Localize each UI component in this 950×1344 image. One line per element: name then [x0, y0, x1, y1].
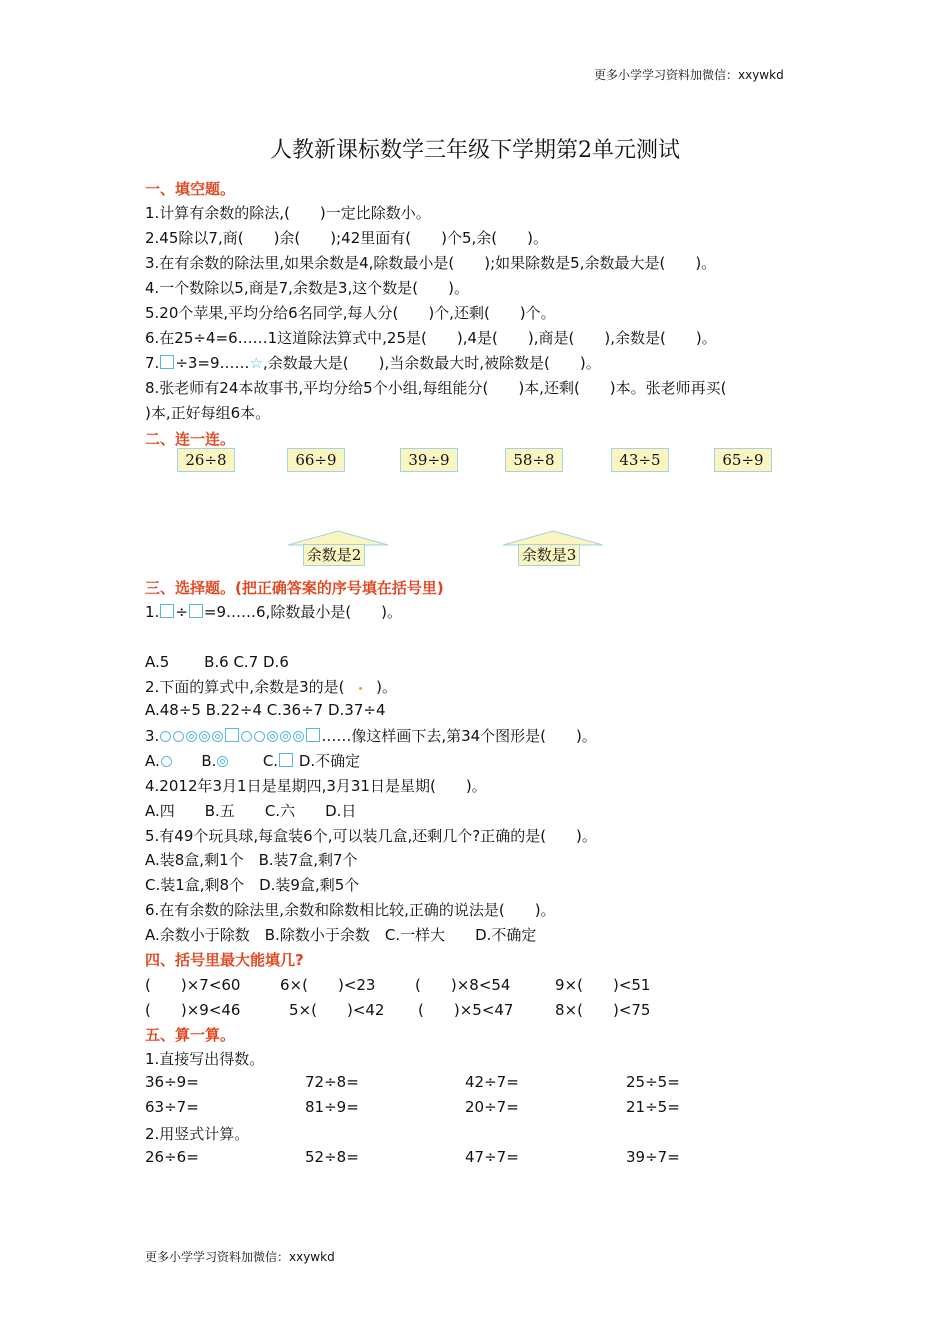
square-icon — [160, 604, 174, 618]
option-a: A. — [145, 752, 160, 770]
s1-question-1: 1.计算有余数的除法,( )一定比除数小。 — [145, 204, 431, 222]
s5-item: 21÷5= — [626, 1098, 680, 1116]
s3-q1-options: A.5 B.6 C.7 D.6 — [145, 653, 289, 671]
s3-q2-options: A.48÷5 B.22÷4 C.36÷7 D.37÷4 — [145, 701, 386, 719]
option-c: C. — [262, 752, 279, 770]
double-circle-icon — [186, 731, 197, 742]
s4-item: ( )×5<47 — [418, 1001, 514, 1019]
s3-question-6: 6.在有余数的除法里,余数和除数相比较,正确的说法是( )。 — [145, 901, 556, 919]
expr-box-5[interactable]: 43÷5 — [611, 448, 669, 472]
square-icon — [279, 753, 293, 767]
s1-question-6: 6.在25÷4=6……1这道除法算式中,25是( ),4是( ),商是( ),余数是( )。 — [145, 329, 717, 347]
q1-divide: ÷ — [175, 603, 188, 621]
q7-middle: ÷3=9…… — [175, 354, 250, 372]
q3-suffix: ……像这样画下去,第34个图形是( )。 — [321, 727, 597, 745]
q1-prefix: 1. — [145, 603, 160, 621]
s4-item: ( )×8<54 — [415, 976, 511, 994]
s4-item: 8×( )<75 — [555, 1001, 651, 1019]
s1-question-4: 4.一个数除以5,商是7,余数是3,这个数是( )。 — [145, 279, 469, 297]
option-d: D.不确定 — [298, 752, 361, 770]
s5-item: 72÷8= — [305, 1073, 359, 1091]
double-circle-icon — [212, 731, 223, 742]
s3-question-4: 4.2012年3月1日是星期四,3月31日是星期( )。 — [145, 777, 487, 795]
s5-subheading-1: 1.直接写出得数。 — [145, 1050, 265, 1068]
expr-box-1[interactable]: 26÷8 — [177, 448, 235, 472]
double-circle-icon — [293, 731, 304, 742]
s4-item: ( )×9<46 — [145, 1001, 241, 1019]
s1-question-3: 3.在有余数的除法里,如果余数是4,除数最小是( );如果除数是5,余数最大是( )。 — [145, 254, 717, 272]
double-circle-icon — [199, 731, 210, 742]
s4-item: 6×( )<23 — [280, 976, 376, 994]
s4-item: 5×( )<42 — [289, 1001, 385, 1019]
s3-question-1 — [145, 601, 402, 622]
expr-box-6[interactable]: 65÷9 — [714, 448, 772, 472]
s3-q6-options: A.余数小于除数 B.除数小于余数 C.一样大 D.不确定 — [145, 926, 537, 944]
s1-question-8b: )本,正好每组6本。 — [145, 404, 271, 422]
s5-item: 63÷7= — [145, 1098, 199, 1116]
header-note: 更多小学学习资料加微信：xxywkd — [594, 68, 784, 82]
s3-q5-options-2: C.装1盒,剩8个 D.装9盒,剩5个 — [145, 876, 360, 894]
s1-question-5: 5.20个苹果,平均分给6名同学,每人分( )个,还剩( )个。 — [145, 304, 556, 322]
s3-q5-options-1: A.装8盒,剩1个 B.装7盒,剩7个 — [145, 851, 358, 869]
double-circle-icon — [217, 756, 228, 767]
s5-item: 52÷8= — [305, 1148, 359, 1166]
s5-item: 25÷5= — [626, 1073, 680, 1091]
option-b: B. — [201, 752, 217, 770]
footer-note: 更多小学学习资料加微信：xxywkd — [145, 1250, 335, 1264]
square-icon — [189, 604, 203, 618]
target-box-2[interactable]: 余数是3 — [518, 544, 580, 566]
section-3-heading: 三、选择题。(把正确答案的序号填在括号里) — [145, 579, 444, 597]
q1-suffix: =9……6,除数最小是( )。 — [203, 603, 403, 621]
section-2-heading: 二、连一连。 — [145, 430, 236, 448]
q2-text: 2.下面的算式中,余数是3的是( — [145, 678, 345, 696]
s5-item: 42÷7= — [465, 1073, 519, 1091]
section-1-heading: 一、填空题。 — [145, 180, 236, 198]
double-circle-icon — [280, 731, 291, 742]
section-4-heading: 四、括号里最大能填几? — [145, 951, 304, 969]
s3-q4-options: A.四 B.五 C.六 D.日 — [145, 802, 357, 820]
square-icon — [225, 728, 239, 742]
s5-item: 26÷6= — [145, 1148, 199, 1166]
s1-question-8a: 8.张老师有24本故事书,平均分给5个小组,每组能分( )本,还剩( )本。张老师再买( — [145, 379, 727, 397]
s4-item: 9×( )<51 — [555, 976, 651, 994]
page-title: 人教新课标数学三年级下学期第2单元测试 — [270, 138, 680, 163]
section-5-heading: 五、算一算。 — [145, 1026, 236, 1044]
circle-icon — [173, 731, 184, 742]
q7-prefix: 7. — [145, 354, 160, 372]
expr-box-4[interactable]: 58÷8 — [505, 448, 563, 472]
q3-prefix: 3. — [145, 727, 160, 745]
s1-question-7 — [145, 352, 601, 373]
expr-box-2[interactable]: 66÷9 — [287, 448, 345, 472]
s1-question-2: 2.45除以7,商( )余( );42里面有( )个5,余( )。 — [145, 229, 548, 247]
s5-item: 81÷9= — [305, 1098, 359, 1116]
s3-q3-options — [145, 750, 360, 771]
dot-mark — [359, 687, 362, 690]
expr-box-3[interactable]: 39÷9 — [400, 448, 458, 472]
s5-item: 20÷7= — [465, 1098, 519, 1116]
target-box-1[interactable]: 余数是2 — [303, 544, 365, 566]
q2-end: )。 — [376, 678, 397, 696]
circle-icon — [241, 731, 252, 742]
s3-question-5: 5.有49个玩具球,每盒装6个,可以装几盒,还剩几个?正确的是( )。 — [145, 827, 597, 845]
circle-icon — [160, 731, 171, 742]
s5-item: 39÷7= — [626, 1148, 680, 1166]
square-icon — [160, 355, 174, 369]
s4-item: ( )×7<60 — [145, 976, 241, 994]
q7-suffix: ,余数最大是( ),当余数最大时,被除数是( )。 — [263, 354, 601, 372]
circle-icon — [254, 731, 265, 742]
s5-item: 36÷9= — [145, 1073, 199, 1091]
s3-question-3 — [145, 725, 597, 746]
circle-icon — [161, 756, 172, 767]
double-circle-icon — [267, 731, 278, 742]
star-icon: ☆ — [249, 354, 263, 372]
s3-question-2 — [145, 676, 397, 697]
square-icon — [306, 728, 320, 742]
s5-item: 47÷7= — [465, 1148, 519, 1166]
s5-subheading-2: 2.用竖式计算。 — [145, 1125, 250, 1143]
